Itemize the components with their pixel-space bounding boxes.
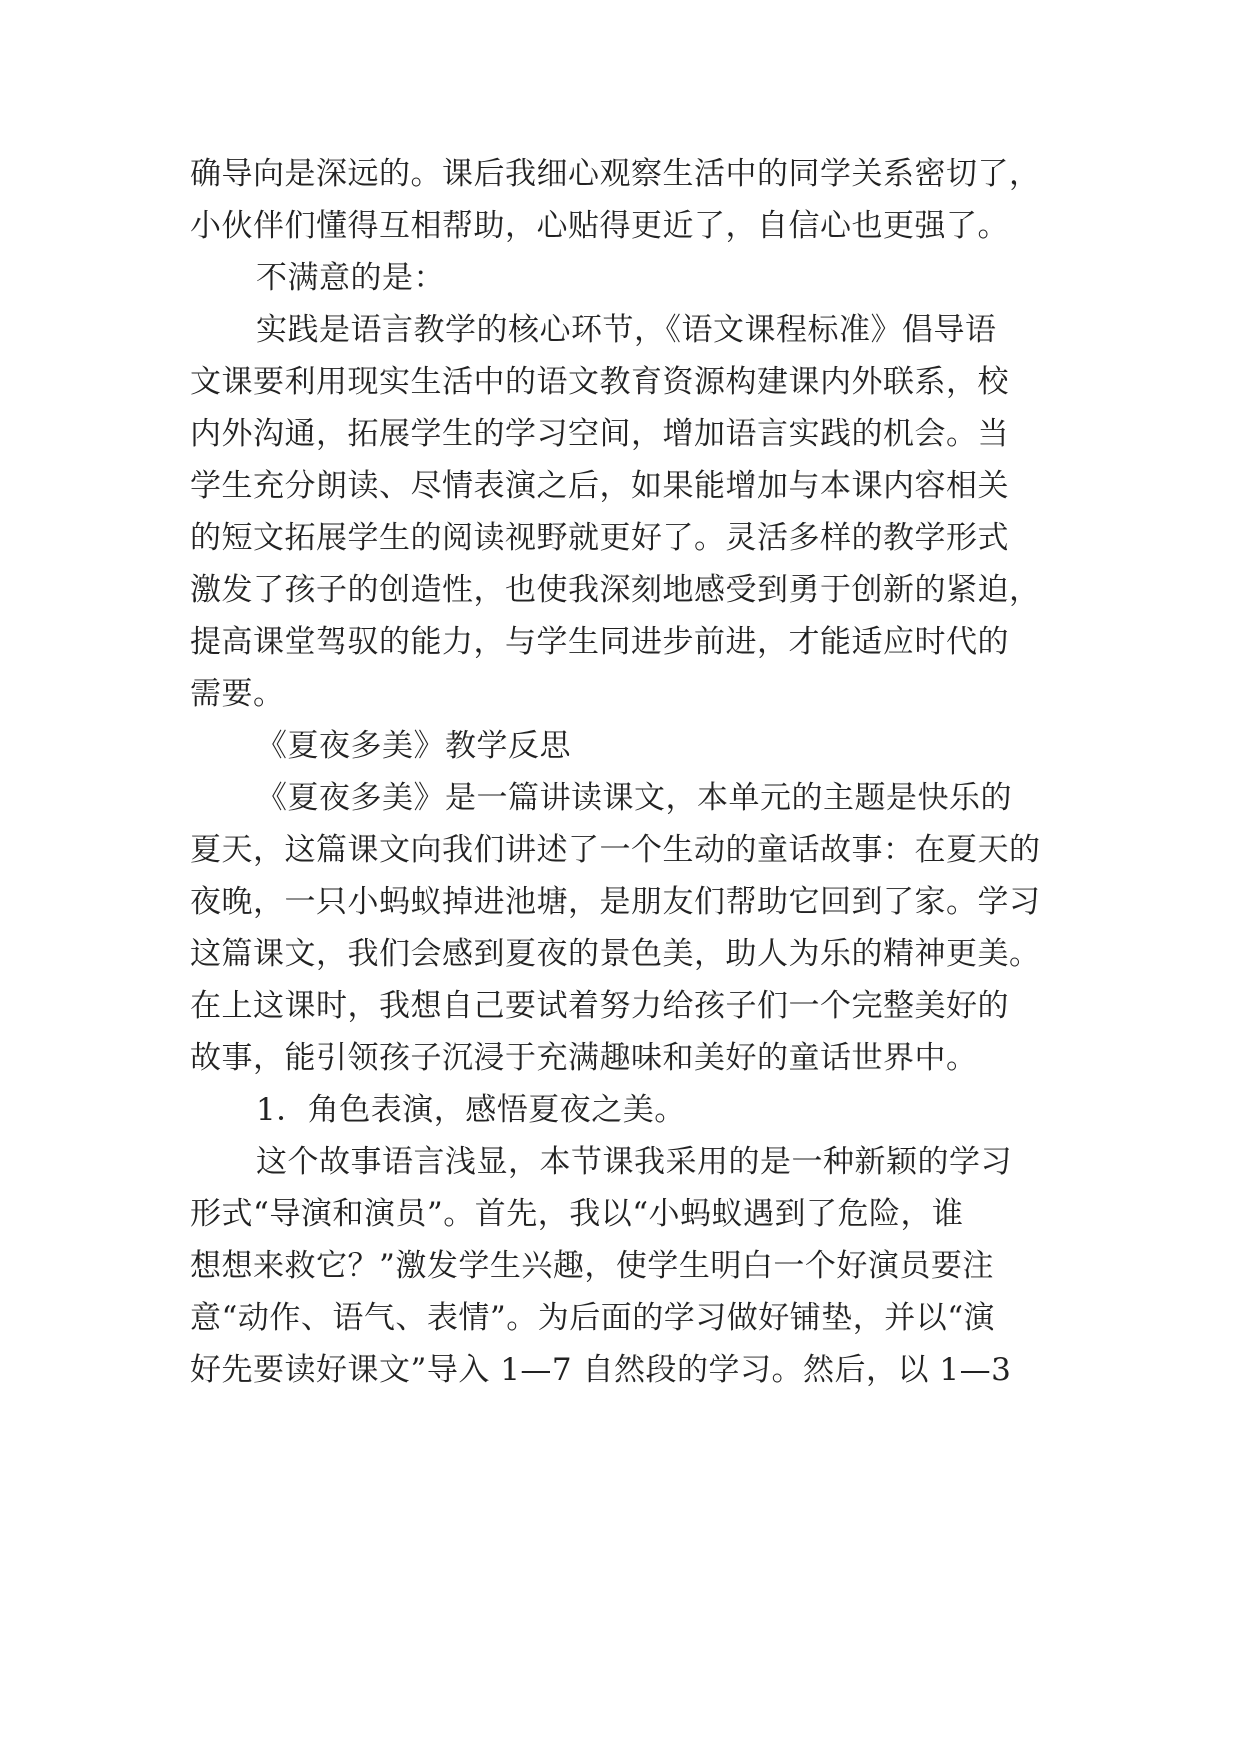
text-line: 确导向是深远的。课后我细心观察生活中的同学关系密切了， [190, 156, 1041, 192]
text-line: 学生充分朗读、尽情表演之后，如果能增加与本课内容相关 [190, 468, 1009, 504]
text-line: 夏天，这篇课文向我们讲述了一个生动的童话故事：在夏天的 [190, 832, 1041, 868]
text-line: 需要。 [190, 676, 285, 712]
text-line: 夜晚，一只小蚂蚁掉进池塘，是朋友们帮助它回到了家。学习 [190, 884, 1041, 920]
numbered-heading: 1．角色表演，感悟夏夜之美。 [256, 1092, 686, 1128]
text-line: 形式“导演和演员”。首先，我以“小蚂蚁遇到了危险，谁 [190, 1196, 964, 1232]
text-line: 文课要利用现实生活中的语文教育资源构建课内外联系，校 [190, 364, 1009, 400]
text-line: 意“动作、语气、表情”。为后面的学习做好铺垫，并以“演 [190, 1300, 996, 1336]
text-line: 的短文拓展学生的阅读视野就更好了。灵活多样的教学形式 [190, 520, 1009, 556]
text-line: 故事，能引领孩子沉浸于充满趣味和美好的童话世界中。 [190, 1040, 978, 1076]
text-line: 小伙伴们懂得互相帮助，心贴得更近了，自信心也更强了。 [190, 208, 1009, 244]
text-line: 实践是语言教学的核心环节，《语文课程标准》倡导语 [256, 312, 997, 348]
text-line: 这篇课文，我们会感到夏夜的景色美，助人为乐的精神更美。 [190, 936, 1041, 972]
section-title: 《夏夜多美》教学反思 [256, 728, 571, 764]
text-line: 想想来救它？”激发学生兴趣，使学生明白一个好演员要注 [190, 1248, 994, 1284]
text-line: 《夏夜多美》是一篇讲读课文，本单元的主题是快乐的 [256, 780, 1012, 816]
text-line: 不满意的是： [256, 260, 445, 296]
text-line: 激发了孩子的创造性，也使我深刻地感受到勇于创新的紧迫， [190, 572, 1041, 608]
text-line: 内外沟通，拓展学生的学习空间，增加语言实践的机会。当 [190, 416, 1009, 452]
text-line: 提高课堂驾驭的能力，与学生同进步前进，才能适应时代的 [190, 624, 1009, 660]
text-line: 在上这课时，我想自己要试着努力给孩子们一个完整美好的 [190, 988, 1009, 1024]
text-line: 好先要读好课文”导入 1—7 自然段的学习。然后，以 1—3 [190, 1352, 1012, 1388]
text-line: 这个故事语言浅显，本节课我采用的是一种新颖的学习 [256, 1144, 1012, 1180]
